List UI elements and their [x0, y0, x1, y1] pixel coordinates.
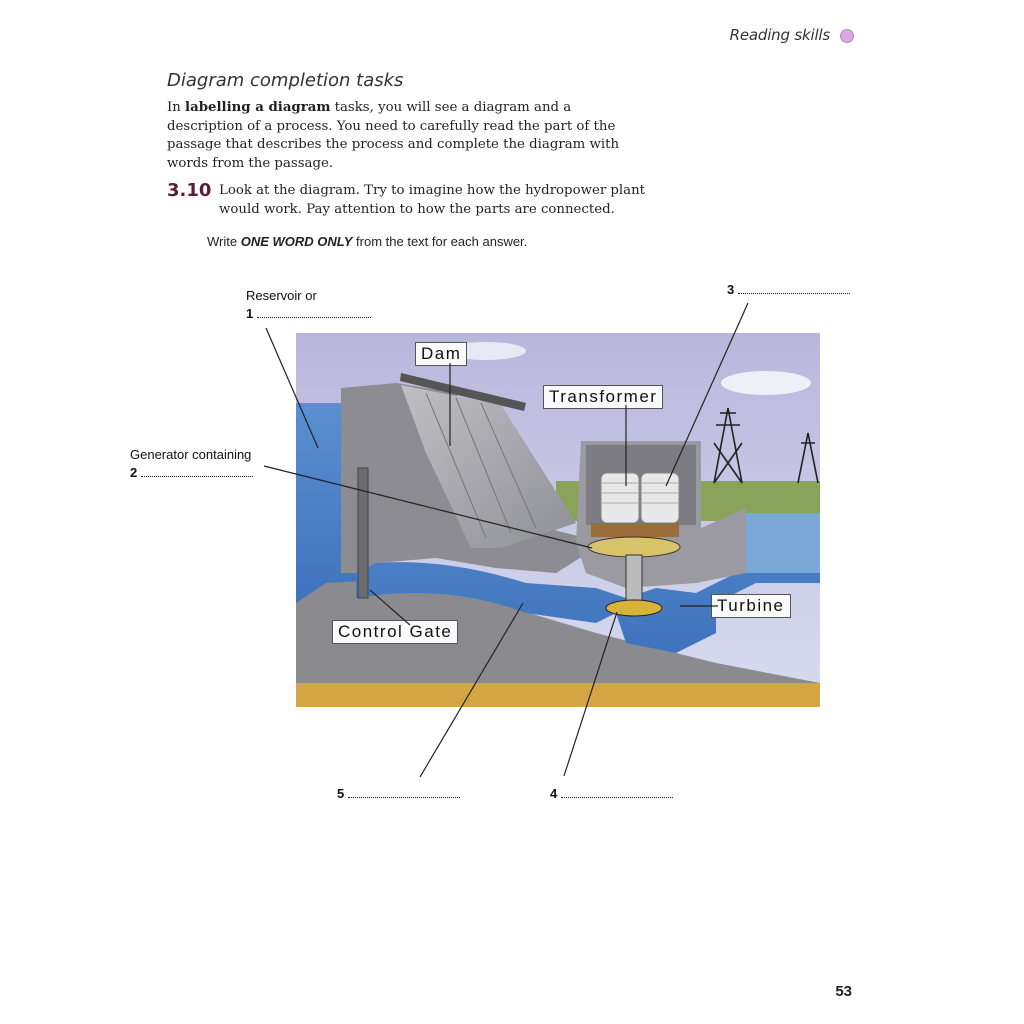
page-number: 53 — [835, 983, 852, 1000]
dam-label: Dam — [415, 342, 467, 366]
blank-5[interactable]: 5 — [337, 786, 460, 801]
turbine-label: Turbine — [711, 594, 791, 618]
blank-1-label: Reservoir or — [246, 288, 317, 303]
bold-term: labelling a diagram — [185, 100, 331, 115]
blank-1[interactable]: 1 — [246, 306, 371, 321]
task-text: Look at the diagram. Try to imagine how the hydropower plant would work. Pay attention to how the parts are connected. — [219, 183, 646, 217]
transformer-label: Transformer — [543, 385, 663, 409]
task-instruction: Write ONE WORD ONLY from the text for each answer. — [207, 234, 528, 249]
intro-paragraph: In labelling a diagram tasks, you will see a diagram and a description of a process. You need to carefully read the part of the passage that describes the process and complete the diagram with words from the passage. — [167, 100, 620, 171]
blank-2-label: Generator containing — [130, 447, 252, 462]
task-number: 3.10 — [167, 180, 212, 201]
blank-3[interactable]: 3 — [727, 282, 850, 297]
control-gate-label: Control Gate — [332, 620, 458, 644]
blank-2[interactable]: 2 — [130, 465, 253, 480]
blank-4[interactable]: 4 — [550, 786, 673, 801]
running-header: Reading skills — [729, 26, 830, 44]
instruction-emphasis: ONE WORD ONLY — [240, 234, 353, 249]
section-title: Diagram completion tasks — [167, 70, 404, 91]
